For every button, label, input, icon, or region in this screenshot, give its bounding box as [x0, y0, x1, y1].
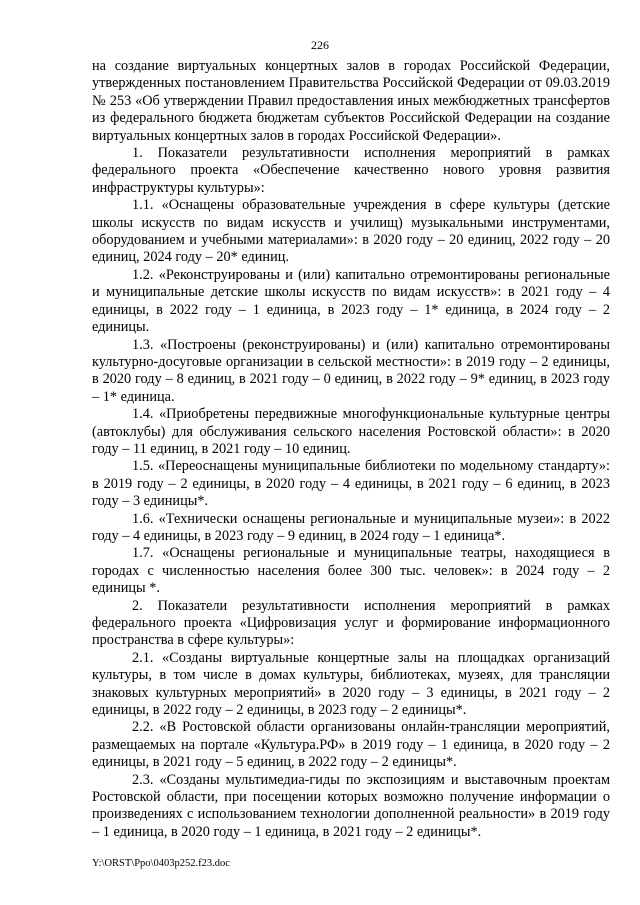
paragraph-1-6: 1.6. «Технически оснащены региональные и муниципальные музеи»: в 2022 году – 4 единицы, в 2023 году – 9 единиц, в 2024 году – 1 единица*. — [92, 510, 610, 544]
page-number: 226 — [311, 38, 329, 52]
file-path-footer: Y:\ORST\Ppo\0403p252.f23.doc — [92, 858, 230, 869]
paragraph-1-2: 1.2. «Реконструированы и (или) капитально отремонтированы региональные и муниципальные детские школы искусств по видам искусств»: в 2021 году – 4 единицы, в 2022 году – 1 единица, в 2023 году – 1* единица, в 2024 году – 2 единицы. — [92, 266, 610, 336]
paragraph-section-2: 2. Показатели результативности исполнения мероприятий в рамках федерального проекта «Цифровизация услуг и формирование информационного пространства в сфере культуры»: — [92, 597, 610, 649]
paragraph-section-1: 1. Показатели результативности исполнения мероприятий в рамках федерального проекта «Обеспечение качественно нового уровня развития инфраструктуры культуры»: — [92, 145, 610, 196]
paragraph-2-1: 2.1. «Созданы виртуальные концертные залы на площадках организаций культуры, в том числе в домах культуры, библиотеках, музеях, для трансляции знаковых культурных мероприятий» в 2020 году – 3 единицы, в 2021 году – 2 единицы, в 2022 году – 2 единицы, в 2023 году – 2 единицы*. — [92, 649, 610, 719]
document-body — [92, 58, 610, 841]
paragraph-1-3: 1.3. «Построены (реконструированы) и (или) капитально отремонтированы культурно-досуговые организации в сельской местности»: в 2019 году – 2 единицы, в 2020 году – 8 единиц, в 2021 году – 0 единиц, в 2022 году – 9* единиц, в 2023 году – 1* единица. — [92, 336, 610, 405]
paragraph-1-7: 1.7. «Оснащены региональные и муниципальные театры, находящиеся в городах с численностью населения более 300 тыс. человек»: в 2024 году – 2 единицы *. — [92, 545, 610, 597]
paragraph-1-1: 1.1. «Оснащены образовательные учреждения в сфере культуры (детские школы искусств по видам искусств и училищ) музыкальными инструментами, оборудованием и учебными материалами»: в 2020 году – 20 единиц, 2022 году – 20 единиц, 2024 году – 20* единиц. — [92, 197, 610, 266]
paragraph-2-2: 2.2. «В Ростовской области организованы онлайн-трансляции мероприятий, размещаемых на портале «Культура.РФ» в 2019 году – 1 единица, в 2020 году – 2 единицы, в 2021 году – 5 единиц, в 2022 году – 2 единицы*. — [92, 719, 610, 771]
paragraph-1-5: 1.5. «Переоснащены муниципальные библиотеки по модельному стандарту»: в 2019 году – 2 единицы, в 2020 году – 4 единицы, в 2021 году – 6 единиц, в 2023 году – 3 единицы*. — [92, 458, 610, 510]
paragraph-1-4: 1.4. «Приобретены передвижные многофункциональные культурные центры (автоклубы) для обслуживания сельского населения Ростовской области»: в 2020 году – 11 единиц, в 2021 году – 10 единиц. — [92, 406, 610, 457]
paragraph-2-3: 2.3. «Созданы мультимедиа-гиды по экспозициям и выставочным проектам Ростовской области, при посещении которых возможно получение информации о произведениях с использованием технологии дополненной реальности» в 2019 году – 1 единица, в 2020 году – 1 единица, в 2021 году – 2 единицы*. — [92, 771, 610, 840]
paragraph-continuation: на создание виртуальных концертных залов в городах Российской Федерации, утвержденных постановлением Правительства Российской Федерации от 09.03.2019 № 253 «Об утверждении Правил предоставления иных межбюджетных трансфертов из федерального бюджета бюджетам субъектов Российской Федерации на создание виртуальных концертных залов в городах Российской Федерации». — [92, 58, 610, 144]
